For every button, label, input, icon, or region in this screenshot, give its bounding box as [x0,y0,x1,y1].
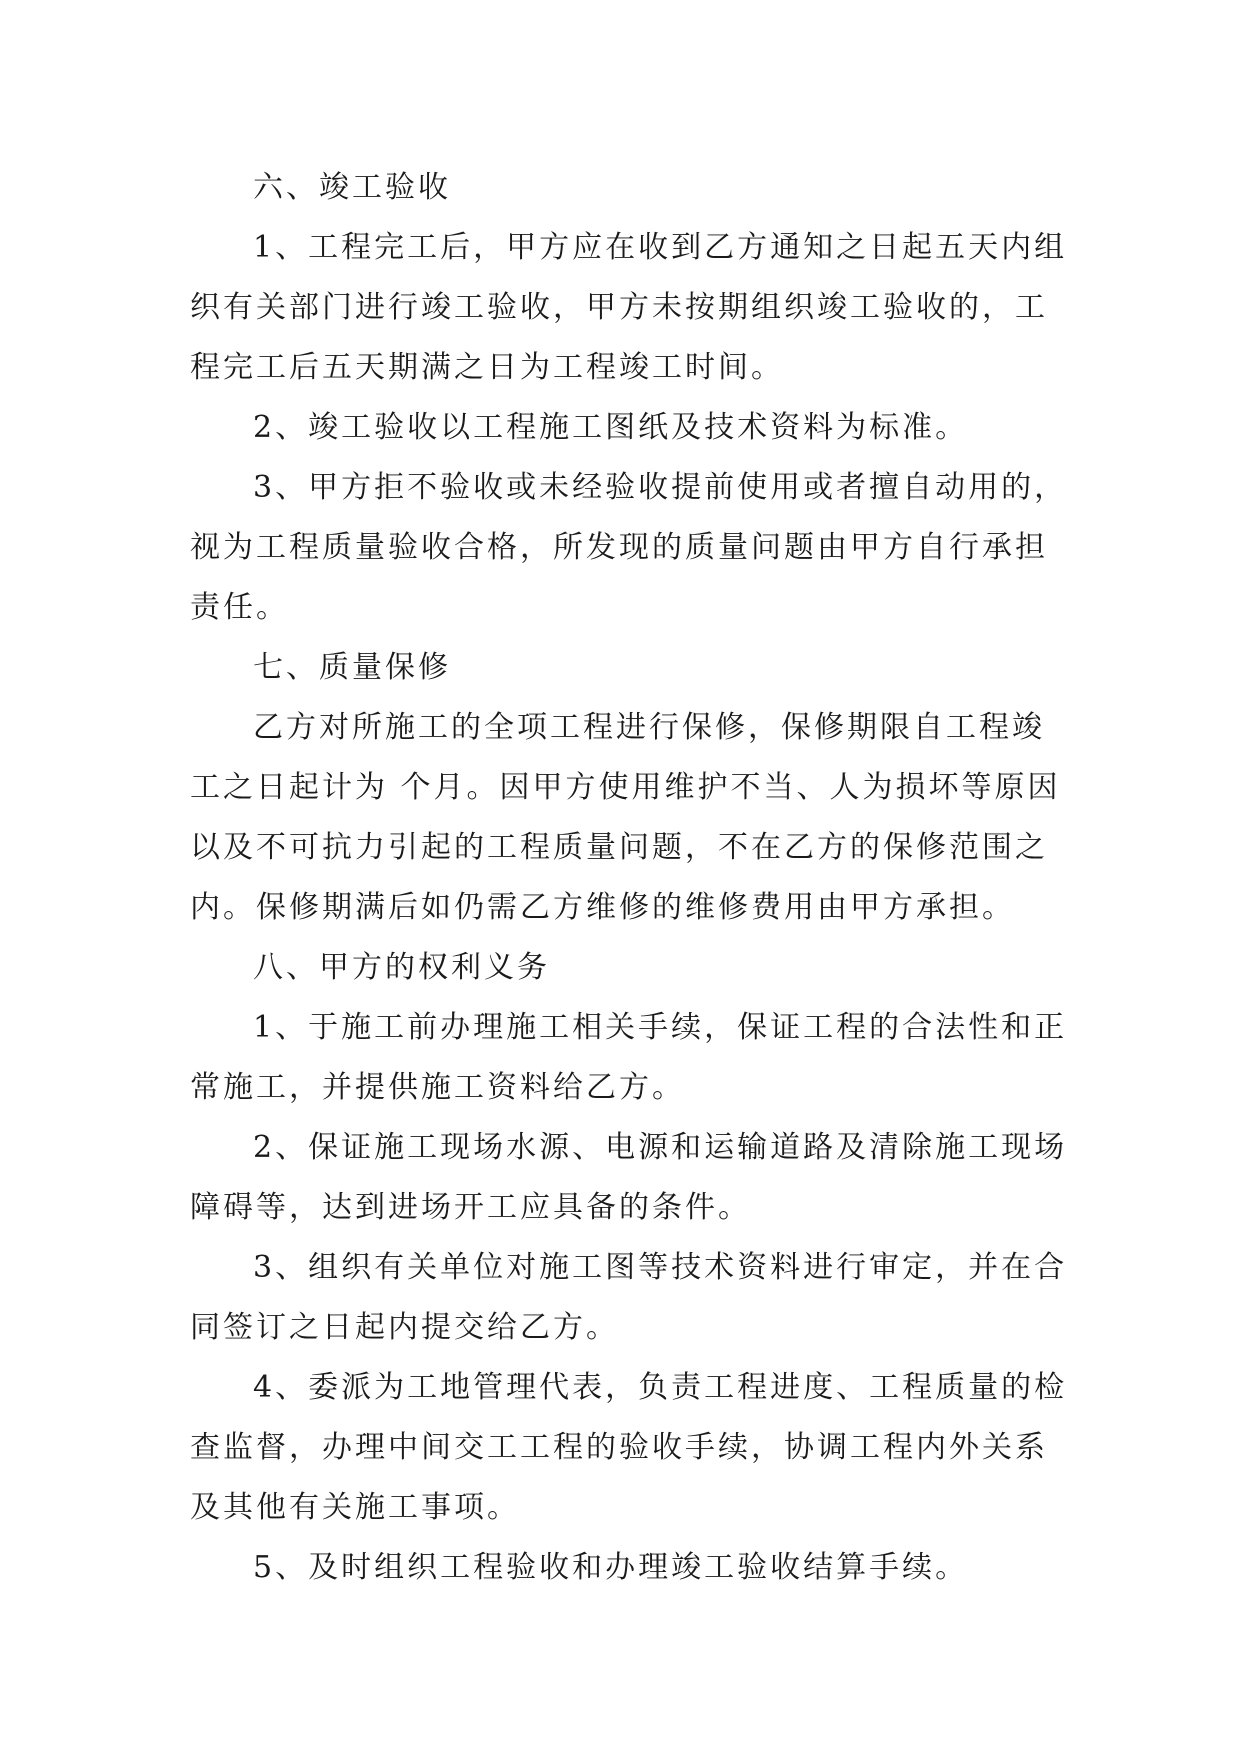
paragraph: 3、甲方拒不验收或未经验收提前使用或者擅自动用的，视为工程质量验收合格，所发现的质量问题由甲方自行承担责任。 [190,470,1068,625]
section-heading-quality-warranty: 七、质量保修 [253,650,451,685]
paragraph: 4、委派为工地管理代表，负责工程进度、工程质量的检查监督，办理中间交工工程的验收手续，协调工程内外关系及其他有关施工事项。 [190,1370,1068,1525]
paragraph: 乙方对所施工的全项工程进行保修，保修期限自工程竣工之日起计为 个月。因甲方使用维护不当、人为损坏等原因以及不可抗力引起的工程质量问题，不在乙方的保修范围之内。保修期满后如仍需乙方维修的维修费用由甲方承担。 [190,710,1061,925]
document-body [190,158,1070,1598]
section-heading-completion-acceptance: 六、竣工验收 [253,170,451,205]
paragraph: 1、工程完工后，甲方应在收到乙方通知之日起五天内组织有关部门进行竣工验收，甲方未按期组织竣工验收的，工程完工后五天期满之日为工程竣工时间。 [190,230,1068,385]
paragraph: 2、保证施工现场水源、电源和运输道路及清除施工现场障碍等，达到进场开工应具备的条件。 [190,1130,1068,1225]
paragraph: 1、于施工前办理施工相关手续，保证工程的合法性和正常施工，并提供施工资料给乙方。 [190,1010,1068,1105]
paragraph: 3、组织有关单位对施工图等技术资料进行审定，并在合同签订之日起内提交给乙方。 [190,1250,1068,1345]
section-heading-party-a-rights: 八、甲方的权利义务 [253,950,550,985]
paragraph: 5、及时组织工程验收和办理竣工验收结算手续。 [253,1550,969,1585]
paragraph: 2、竣工验收以工程施工图纸及技术资料为标准。 [253,410,969,445]
